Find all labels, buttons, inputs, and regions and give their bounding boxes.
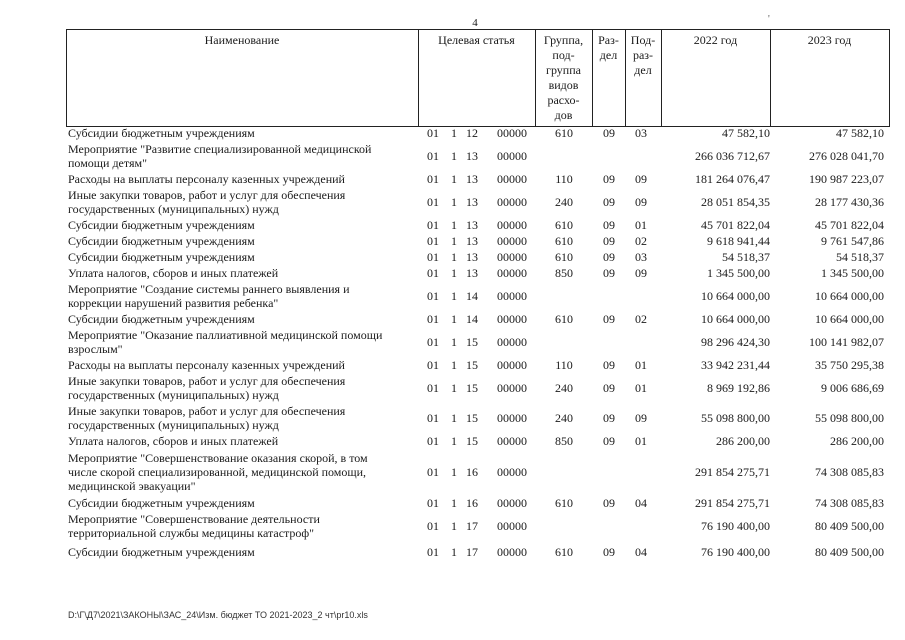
target-event-code: 13 — [466, 218, 478, 232]
target-program-code: 01 — [427, 411, 439, 425]
table-row — [0, 265, 905, 281]
table-row — [0, 249, 905, 265]
target-direction-code: 00000 — [497, 234, 527, 248]
expense-group-code — [551, 281, 577, 311]
target-program-code: 01 — [427, 149, 439, 163]
row-name — [68, 433, 406, 449]
target-program-code: 01 — [427, 381, 439, 395]
section-code: 09 — [603, 195, 615, 209]
row-name-text: Иные закупки товаров, работ и услуг для обеспечения государственных (муниципальных) нужд — [68, 404, 346, 432]
target-subprogram-code: 1 — [451, 519, 457, 533]
row-name — [68, 357, 406, 373]
subsection-code: 04 — [635, 545, 647, 559]
target-direction-code: 00000 — [497, 149, 527, 163]
amount-2022: 28 051 854,35 — [701, 195, 770, 209]
section-code: 09 — [603, 312, 615, 326]
subsection-code: 02 — [635, 312, 647, 326]
expense-group-code — [551, 327, 577, 357]
target-program-code: 01 — [427, 234, 439, 248]
target-subprogram-code: 1 — [451, 250, 457, 264]
page-number: 4 — [472, 17, 478, 29]
target-subprogram-code: 1 — [451, 335, 457, 349]
subsection-code: 09 — [635, 266, 647, 280]
target-event-code: 15 — [466, 335, 478, 349]
row-name-text: Расходы на выплаты персоналу казенных учреждений — [68, 172, 345, 186]
target-program-code: 01 — [427, 266, 439, 280]
table-row — [0, 281, 905, 311]
amount-2022: 76 190 400,00 — [701, 545, 770, 559]
target-program-code: 01 — [427, 172, 439, 186]
target-direction-code: 00000 — [497, 411, 527, 425]
header-section: Раз- дел — [598, 33, 619, 62]
target-subprogram-code: 1 — [451, 218, 457, 232]
subsection-code — [631, 327, 651, 357]
amount-2022: 9 618 941,44 — [707, 234, 770, 248]
row-name — [68, 125, 406, 141]
target-event-code: 12 — [466, 126, 478, 140]
section-code: 09 — [603, 126, 615, 140]
target-event-code: 16 — [466, 465, 478, 479]
target-direction-code: 00000 — [497, 250, 527, 264]
table-row — [0, 495, 905, 511]
table-row — [0, 141, 905, 171]
target-subprogram-code: 1 — [451, 411, 457, 425]
target-event-code: 13 — [466, 172, 478, 186]
target-direction-code: 00000 — [497, 335, 527, 349]
target-subprogram-code: 1 — [451, 234, 457, 248]
row-name — [68, 217, 406, 233]
target-event-code: 13 — [466, 250, 478, 264]
subsection-code: 09 — [635, 172, 647, 186]
file-path-footer: D:\Г\Д7\2021\ЗАКОНЫ\ЗАС_24\Изм. бюджет ТО 2021-2023_2 чт\pr10.xls — [68, 610, 368, 620]
expense-group-code: 850 — [555, 266, 573, 280]
target-program-code: 01 — [427, 218, 439, 232]
table-row — [0, 403, 905, 433]
target-direction-code: 00000 — [497, 172, 527, 186]
target-event-code: 15 — [466, 434, 478, 448]
target-subprogram-code: 1 — [451, 545, 457, 559]
target-event-code: 15 — [466, 358, 478, 372]
section-code: 09 — [603, 172, 615, 186]
subsection-code: 04 — [635, 496, 647, 510]
amount-2023: 80 409 500,00 — [815, 545, 884, 559]
target-direction-code: 00000 — [497, 381, 527, 395]
target-direction-code: 00000 — [497, 545, 527, 559]
subsection-code — [631, 141, 651, 171]
row-name-text: Субсидии бюджетным учреждениям — [68, 218, 255, 232]
row-name-text: Расходы на выплаты персоналу казенных учреждений — [68, 358, 345, 372]
row-name — [68, 187, 406, 217]
row-name — [68, 541, 406, 563]
row-name — [68, 403, 406, 433]
amount-2022: 47 582,10 — [722, 126, 770, 140]
row-name — [68, 281, 406, 311]
target-direction-code: 00000 — [497, 126, 527, 140]
amount-2022: 181 264 076,47 — [695, 172, 770, 186]
subsection-code: 09 — [635, 411, 647, 425]
amount-2023: 286 200,00 — [830, 434, 884, 448]
target-event-code: 13 — [466, 266, 478, 280]
header-name: Наименование — [204, 33, 280, 47]
amount-2023: 9 006 686,69 — [821, 381, 884, 395]
target-subprogram-code: 1 — [451, 465, 457, 479]
target-event-code: 16 — [466, 496, 478, 510]
row-name — [68, 311, 406, 327]
row-name — [68, 233, 406, 249]
target-subprogram-code: 1 — [451, 126, 457, 140]
target-subprogram-code: 1 — [451, 149, 457, 163]
row-name-text: Субсидии бюджетным учреждениям — [68, 234, 255, 248]
subsection-code: 02 — [635, 234, 647, 248]
target-event-code: 13 — [466, 234, 478, 248]
target-program-code: 01 — [427, 195, 439, 209]
amount-2022: 55 098 800,00 — [701, 411, 770, 425]
section-code — [599, 141, 619, 171]
row-name — [68, 511, 406, 541]
table-row — [0, 171, 905, 187]
target-event-code: 15 — [466, 411, 478, 425]
table-row — [0, 511, 905, 541]
row-name-text: Субсидии бюджетным учреждениям — [68, 312, 255, 326]
amount-2023: 9 761 547,86 — [821, 234, 884, 248]
table-row — [0, 433, 905, 449]
expense-group-code — [551, 511, 577, 541]
section-code: 09 — [603, 496, 615, 510]
subsection-code: 03 — [635, 126, 647, 140]
target-event-code: 13 — [466, 195, 478, 209]
target-subprogram-code: 1 — [451, 496, 457, 510]
target-direction-code: 00000 — [497, 266, 527, 280]
target-program-code: 01 — [427, 312, 439, 326]
target-direction-code: 00000 — [497, 434, 527, 448]
target-program-code: 01 — [427, 289, 439, 303]
amount-2022: 10 664 000,00 — [701, 312, 770, 326]
target-subprogram-code: 1 — [451, 434, 457, 448]
section-code — [599, 449, 619, 495]
expense-group-code: 610 — [555, 126, 573, 140]
header-group: Группа, под- группа видов расхо- дов — [543, 33, 584, 122]
corner-mark: ' — [768, 14, 770, 25]
amount-2022: 8 969 192,86 — [707, 381, 770, 395]
target-program-code: 01 — [427, 358, 439, 372]
target-direction-code: 00000 — [497, 312, 527, 326]
amount-2023: 55 098 800,00 — [815, 411, 884, 425]
target-event-code: 14 — [466, 312, 478, 326]
target-subprogram-code: 1 — [451, 289, 457, 303]
amount-2023: 100 141 982,07 — [809, 335, 884, 349]
row-name — [68, 249, 406, 265]
target-event-code: 17 — [466, 545, 478, 559]
expense-group-code: 850 — [555, 434, 573, 448]
expense-group-code: 240 — [555, 411, 573, 425]
row-name-text: Уплата налогов, сборов и иных платежей — [68, 266, 279, 280]
row-name-text: Уплата налогов, сборов и иных платежей — [68, 434, 279, 448]
target-direction-code: 00000 — [497, 496, 527, 510]
row-name — [68, 449, 406, 495]
row-name-text: Мероприятие "Совершенствование оказания скорой, в том числе скорой специализированной, медицинской помощи, медицинской эвакуации" — [68, 451, 368, 493]
section-code: 09 — [603, 434, 615, 448]
amount-2022: 98 296 424,30 — [701, 335, 770, 349]
amount-2023: 80 409 500,00 — [815, 519, 884, 533]
subsection-code: 09 — [635, 195, 647, 209]
target-event-code: 15 — [466, 381, 478, 395]
amount-2023: 28 177 430,36 — [815, 195, 884, 209]
expense-group-code: 240 — [555, 381, 573, 395]
row-name-text: Субсидии бюджетным учреждениям — [68, 496, 255, 510]
header-subsection: Под- раз- дел — [630, 33, 656, 77]
expense-group-code: 610 — [555, 234, 573, 248]
row-name-text: Мероприятие "Создание системы раннего выявления и коррекции нарушений развития ребенка" — [68, 282, 350, 310]
row-name-text: Мероприятие "Развитие специализированной медицинской помощи детям" — [68, 142, 372, 170]
amount-2022: 76 190 400,00 — [701, 519, 770, 533]
subsection-code — [631, 511, 651, 541]
table-row — [0, 187, 905, 217]
amount-2022: 45 701 822,04 — [701, 218, 770, 232]
target-direction-code: 00000 — [497, 358, 527, 372]
subsection-code: 01 — [635, 434, 647, 448]
expense-group-code: 610 — [555, 496, 573, 510]
expense-group-code — [551, 449, 577, 495]
expense-group-code: 240 — [555, 195, 573, 209]
row-name — [68, 373, 406, 403]
amount-2022: 10 664 000,00 — [701, 289, 770, 303]
amount-2023: 47 582,10 — [836, 126, 884, 140]
section-code — [599, 511, 619, 541]
amount-2023: 10 664 000,00 — [815, 289, 884, 303]
target-event-code: 14 — [466, 289, 478, 303]
target-program-code: 01 — [427, 250, 439, 264]
row-name — [68, 171, 406, 187]
amount-2023: 1 345 500,00 — [821, 266, 884, 280]
subsection-code — [631, 281, 651, 311]
subsection-code: 01 — [635, 218, 647, 232]
amount-2022: 54 518,37 — [722, 250, 770, 264]
expense-group-code: 110 — [555, 358, 573, 372]
amount-2022: 291 854 275,71 — [695, 465, 770, 479]
subsection-code: 03 — [635, 250, 647, 264]
row-name-text: Субсидии бюджетным учреждениям — [68, 126, 255, 140]
section-code: 09 — [603, 381, 615, 395]
table-header — [66, 29, 890, 127]
target-program-code: 01 — [427, 496, 439, 510]
expense-group-code: 110 — [555, 172, 573, 186]
table-row — [0, 233, 905, 249]
amount-2022: 33 942 231,44 — [701, 358, 770, 372]
target-direction-code: 00000 — [497, 519, 527, 533]
target-subprogram-code: 1 — [451, 195, 457, 209]
target-event-code: 17 — [466, 519, 478, 533]
table-row — [0, 311, 905, 327]
expense-group-code: 610 — [555, 218, 573, 232]
section-code: 09 — [603, 545, 615, 559]
target-subprogram-code: 1 — [451, 312, 457, 326]
table-row — [0, 357, 905, 373]
row-name-text: Субсидии бюджетным учреждениям — [68, 250, 255, 264]
subsection-code — [631, 449, 651, 495]
expense-group-code: 610 — [555, 545, 573, 559]
header-target-article: Целевая статья — [438, 33, 515, 47]
amount-2023: 45 701 822,04 — [815, 218, 884, 232]
amount-2023: 74 308 085,83 — [815, 496, 884, 510]
table-row — [0, 541, 905, 563]
section-code: 09 — [603, 266, 615, 280]
expense-group-code: 610 — [555, 312, 573, 326]
table-row — [0, 449, 905, 495]
target-program-code: 01 — [427, 434, 439, 448]
amount-2022: 286 200,00 — [716, 434, 770, 448]
target-program-code: 01 — [427, 335, 439, 349]
section-code: 09 — [603, 234, 615, 248]
amount-2023: 74 308 085,83 — [815, 465, 884, 479]
target-program-code: 01 — [427, 465, 439, 479]
target-direction-code: 00000 — [497, 465, 527, 479]
target-subprogram-code: 1 — [451, 358, 457, 372]
row-name — [68, 141, 406, 171]
row-name — [68, 327, 406, 357]
row-name-text: Иные закупки товаров, работ и услуг для обеспечения государственных (муниципальных) нужд — [68, 374, 346, 402]
target-program-code: 01 — [427, 126, 439, 140]
table-row — [0, 327, 905, 357]
subsection-code: 01 — [635, 381, 647, 395]
amount-2023: 35 750 295,38 — [815, 358, 884, 372]
target-program-code: 01 — [427, 519, 439, 533]
row-name-text: Мероприятие "Оказание паллиативной медицинской помощи взрослым" — [68, 328, 383, 356]
expense-group-code: 610 — [555, 250, 573, 264]
expense-group-code — [551, 141, 577, 171]
amount-2023: 276 028 041,70 — [809, 149, 884, 163]
table-row — [0, 125, 905, 141]
amount-2022: 266 036 712,67 — [695, 149, 770, 163]
section-code: 09 — [603, 218, 615, 232]
target-event-code: 13 — [466, 149, 478, 163]
amount-2023: 10 664 000,00 — [815, 312, 884, 326]
section-code: 09 — [603, 411, 615, 425]
amount-2023: 190 987 223,07 — [809, 172, 884, 186]
row-name-text: Иные закупки товаров, работ и услуг для обеспечения государственных (муниципальных) нужд — [68, 188, 346, 216]
row-name-text: Субсидии бюджетным учреждениям — [68, 545, 255, 559]
target-direction-code: 00000 — [497, 218, 527, 232]
amount-2022: 1 345 500,00 — [707, 266, 770, 280]
header-year-2023: 2023 год — [807, 33, 852, 47]
subsection-code: 01 — [635, 358, 647, 372]
target-direction-code: 00000 — [497, 289, 527, 303]
section-code — [599, 327, 619, 357]
table-row — [0, 217, 905, 233]
target-subprogram-code: 1 — [451, 172, 457, 186]
header-year-2022: 2022 год — [693, 33, 738, 47]
target-subprogram-code: 1 — [451, 381, 457, 395]
target-direction-code: 00000 — [497, 195, 527, 209]
section-code: 09 — [603, 250, 615, 264]
row-name — [68, 265, 406, 281]
section-code: 09 — [603, 358, 615, 372]
amount-2023: 54 518,37 — [836, 250, 884, 264]
row-name-text: Мероприятие "Совершенствование деятельности территориальной службы медицины катастроф" — [68, 512, 320, 540]
target-subprogram-code: 1 — [451, 266, 457, 280]
amount-2022: 291 854 275,71 — [695, 496, 770, 510]
row-name — [68, 495, 406, 511]
table-row — [0, 373, 905, 403]
target-program-code: 01 — [427, 545, 439, 559]
section-code — [599, 281, 619, 311]
